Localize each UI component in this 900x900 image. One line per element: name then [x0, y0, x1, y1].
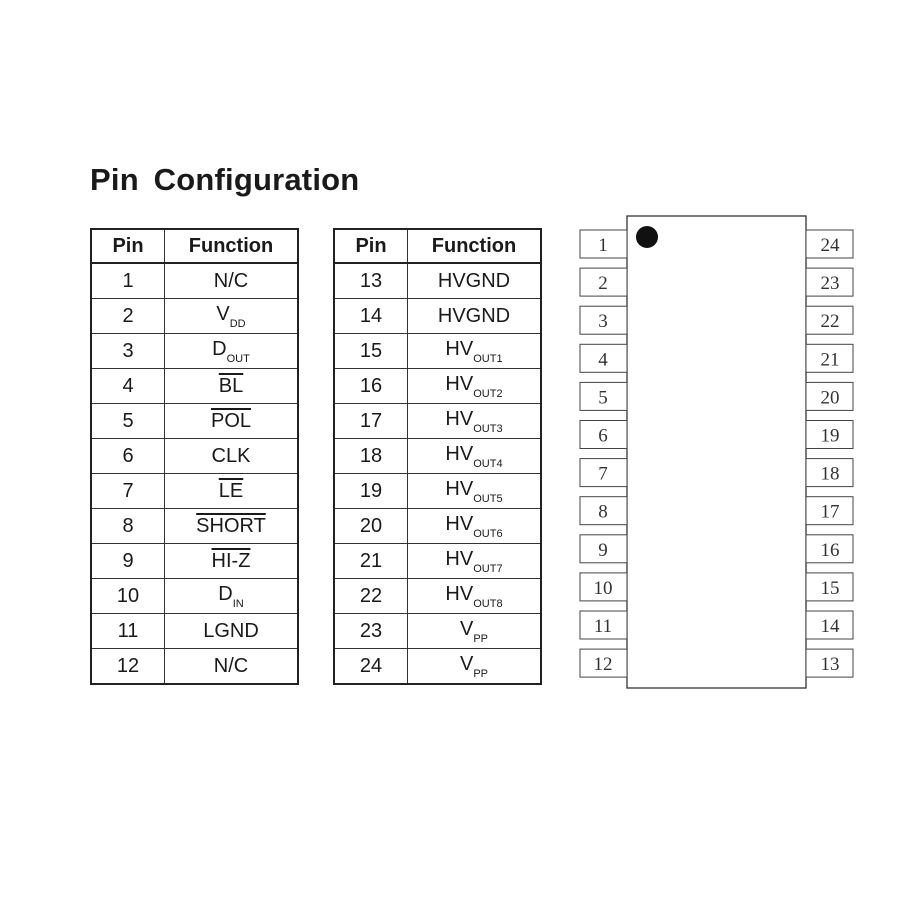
- package-pin-label: 18: [820, 463, 840, 485]
- function-name: D: [212, 337, 227, 360]
- function-name: HV: [445, 337, 474, 360]
- pin-number: 23: [334, 614, 408, 649]
- package-pin-label: 17: [820, 501, 840, 523]
- function-subscript: PP: [473, 632, 489, 645]
- function-name: N/C: [213, 269, 249, 292]
- function-subscript: OUT: [226, 352, 250, 365]
- package-pin-label: 7: [598, 463, 608, 485]
- package-pin-label: 16: [820, 539, 840, 561]
- package-pin-label: 5: [598, 387, 608, 409]
- pin-number: 2: [91, 299, 165, 334]
- function-name: V: [459, 617, 474, 640]
- pin-number: 1: [91, 263, 165, 299]
- package-pin-label: 11: [593, 616, 613, 637]
- package-pin-label: 24: [820, 235, 840, 256]
- function-name: $\overline{POL}$: [210, 409, 252, 432]
- package-pin-label: 8: [598, 501, 608, 523]
- function-name: HV: [445, 372, 474, 395]
- package-pin-label: 22: [820, 311, 840, 333]
- pin-number: 10: [91, 579, 165, 614]
- function-name: V: [216, 302, 230, 325]
- pin-number: 8: [91, 509, 165, 544]
- pin-number: 7: [91, 474, 165, 509]
- package-pin-label: 23: [820, 273, 840, 295]
- pin-number: 15: [334, 334, 408, 369]
- function-name: HV: [445, 407, 474, 430]
- package-pin-label: 3: [598, 311, 608, 333]
- package-pin-label: 21: [820, 349, 840, 371]
- pin-number: 4: [91, 369, 165, 404]
- package-pin-label: 4: [598, 349, 608, 371]
- package-pin-label: 13: [820, 654, 840, 676]
- pin-number: 18: [334, 439, 408, 474]
- function-name: HVGND: [437, 304, 511, 327]
- function-name: CLK: [211, 444, 251, 467]
- function-subscript: OUT1: [473, 352, 503, 365]
- function-name: $\overline{BL}$: [218, 374, 244, 397]
- function-name: LGND: [203, 619, 259, 642]
- package-pin-label: 2: [598, 273, 608, 295]
- pin-number: 22: [334, 579, 408, 614]
- function-name: SHORT: [196, 514, 266, 537]
- package-pin-label: 12: [593, 654, 613, 676]
- pin-number: 20: [334, 509, 408, 544]
- function-name: HVGND: [437, 269, 511, 292]
- header-pin: Pin: [334, 229, 408, 263]
- package-pin-label: 15: [820, 577, 840, 599]
- function-subscript: OUT8: [473, 597, 503, 610]
- function-subscript: OUT2: [473, 387, 503, 400]
- function-name: $\overline{LE}$: [218, 479, 244, 502]
- pin-number: 11: [91, 614, 165, 649]
- function-subscript: OUT4: [473, 457, 503, 470]
- pin-number: 17: [334, 404, 408, 439]
- function-name: V: [459, 652, 474, 675]
- function-name: HV: [445, 477, 474, 500]
- pin-number: 24: [334, 649, 408, 685]
- package-pin-label: 20: [820, 387, 840, 409]
- function-name: N/C: [213, 654, 249, 677]
- package-pin-label: 14: [820, 616, 840, 637]
- function-subscript: OUT6: [473, 527, 503, 540]
- pin1-marker: [636, 226, 658, 248]
- package-pin-label: 6: [598, 425, 608, 447]
- pin-number: 19: [334, 474, 408, 509]
- pin-number: 12: [91, 649, 165, 685]
- package-body: [627, 216, 806, 688]
- header-pin: Pin: [91, 229, 165, 263]
- package-pin-label: 1: [598, 235, 608, 256]
- pin-number: 14: [334, 299, 408, 334]
- package-pin-label: 9: [598, 539, 608, 561]
- pin-number: 5: [91, 404, 165, 439]
- pin-number: 9: [91, 544, 165, 579]
- function-name: HV: [445, 442, 474, 465]
- pin-number: 16: [334, 369, 408, 404]
- pin-number: 6: [91, 439, 165, 474]
- function-name: D: [218, 582, 233, 605]
- function-subscript: OUT3: [473, 422, 503, 435]
- package-pin-label: 10: [593, 577, 613, 599]
- function-name: HV: [445, 582, 474, 605]
- function-name: HI-Z: [211, 549, 251, 572]
- function-subscript: OUT7: [473, 562, 503, 575]
- pin-number: 13: [334, 263, 408, 299]
- function-subscript: PP: [473, 667, 489, 680]
- package-pin-label: 19: [820, 425, 840, 447]
- function-name: HV: [445, 547, 474, 570]
- pin-number: 3: [91, 334, 165, 369]
- function-subscript: DD: [229, 317, 246, 330]
- function-name: HV: [445, 512, 474, 535]
- page-title: Pin Configuration: [90, 162, 360, 197]
- header-function: Function: [408, 229, 542, 263]
- function-subscript: OUT5: [473, 492, 503, 505]
- pin-number: 21: [334, 544, 408, 579]
- header-function: Function: [165, 229, 299, 263]
- function-subscript: IN: [232, 597, 244, 610]
